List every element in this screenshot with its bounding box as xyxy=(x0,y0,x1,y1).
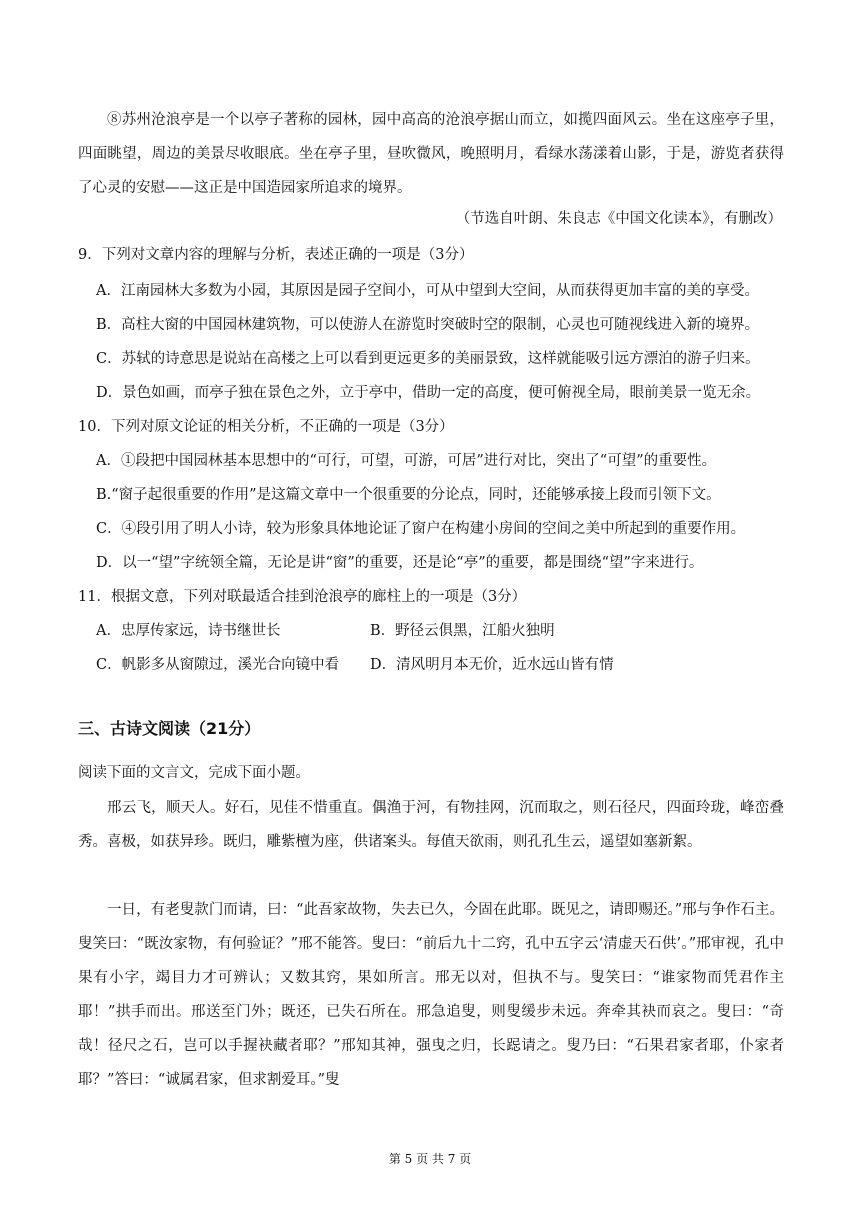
passage-source: （节选自叶朗、朱良志《中国文化读本》，有删改） xyxy=(455,211,782,227)
passage-paragraph-8: ⑧苏州沧浪亭是一个以亭子著称的园林，园中高高的沧浪亭据山而立，如揽四面风云。坐在这座亭子里，四面眺望，周边的美景尽收眼底。坐在亭子里，昼吹微风，晚照明月，看绿水荡漾着山影，于是，游览者获得了心灵的安慰——这正是中国造园家所追求的境界。 xyxy=(78,112,784,196)
question-9-option-a: A．江南园林大多数为小园，其原因是园子空间小，可从中望到大空间，从而获得更加丰富的美的享受。 xyxy=(96,283,759,299)
question-10-option-b: B.“窗子起很重要的作用”是这篇文章中一个很重要的分论点，同时，还能够承接上段而引领下文。 xyxy=(96,487,721,503)
question-11-option-b: B．野径云俱黑，江船火独明 xyxy=(370,623,555,639)
classical-passage-paragraph-2: 一日，有老叟款门而请，曰：“此吾家故物，失去已久，今固在此耶。既见之，请即赐还。”邢与争作石主。叟笑曰：“既汝家物，有何验证？”邢不能答。叟曰：“前后九十二窍，孔中五字云‘清虚天石供’。”邢审视，孔中果有小字，竭目力才可辨认；又数其窍，果如所言。邢无以对，但执不与。叟笑曰：“谁家物而凭君作主耶！”拱手而出。邢送至门外；既还，已失石所在。邢急追叟，则叟缓步未远。奔牵其袂而哀之。叟曰：“奇哉！径尺之石，岂可以手握袂藏者耶？”邢知其神，强曳之归，长跽请之。叟乃曰：“石果君家者耶，仆家者耶？”答曰：“诚属君家，但求割爱耳。”叟 xyxy=(78,902,784,1088)
question-10-option-c: C．④段引用了明人小诗，较为形象具体地论证了窗户在构建小房间的空间之美中所起到的重要作用。 xyxy=(96,521,746,537)
question-9-stem: 9．下列对文章内容的理解与分析，表述正确的一项是（3分） xyxy=(78,247,474,263)
question-11-option-d: D．清风明月本无价，近水远山皆有情 xyxy=(370,657,614,673)
question-11-option-a: A．忠厚传家远，诗书继世长 xyxy=(96,623,281,639)
section-3-title: 三、古诗文阅读（21分） xyxy=(78,719,261,738)
section-3-instruction: 阅读下面的文言文，完成下面小题。 xyxy=(78,765,310,781)
question-9-option-b: B．高柱大窗的中国园林建筑物，可以使游人在游览时突破时空的限制，心灵也可随视线进入新的境界。 xyxy=(96,317,760,333)
question-11-option-c: C．帆影多从窗隙过，溪光合向镜中看 xyxy=(96,657,340,673)
question-11-stem: 11．根据文意，下列对联最适合挂到沧浪亭的廊柱上的一项是（3分） xyxy=(78,589,527,605)
classical-passage-paragraph-1: 邢云飞，顺天人。好石，见佳不惜重直。偶渔于河，有物挂网，沉而取之，则石径尺，四面玲珑，峰峦叠秀。喜极，如获异珍。既归，雕紫檀为座，供诸案头。每值天欲雨，则孔孔生云，遥望如塞新絮。 xyxy=(78,800,784,850)
question-10-option-a: A．①段把中国园林基本思想中的“可行，可望，可游，可居”进行对比，突出了“可望”的重要性。 xyxy=(96,453,717,469)
question-9-option-d: D．景色如画，而亭子独在景色之外，立于亭中，借助一定的高度，便可俯视全局，眼前美景一览无余。 xyxy=(96,385,761,401)
question-9-option-c: C．苏轼的诗意思是说站在高楼之上可以看到更远更多的美丽景致，这样就能吸引远方漂泊的游子归来。 xyxy=(96,351,760,367)
question-10-stem: 10．下列对原文论证的相关分析，不正确的一项是（3分） xyxy=(78,419,454,435)
question-10-option-d: D．以一“望”字统领全篇，无论是讲“窗”的重要，还是论“亭”的重要，都是围绕“望”字来进行。 xyxy=(96,555,704,571)
page-footer: 第 5 页 共 7 页 xyxy=(388,1152,472,1166)
